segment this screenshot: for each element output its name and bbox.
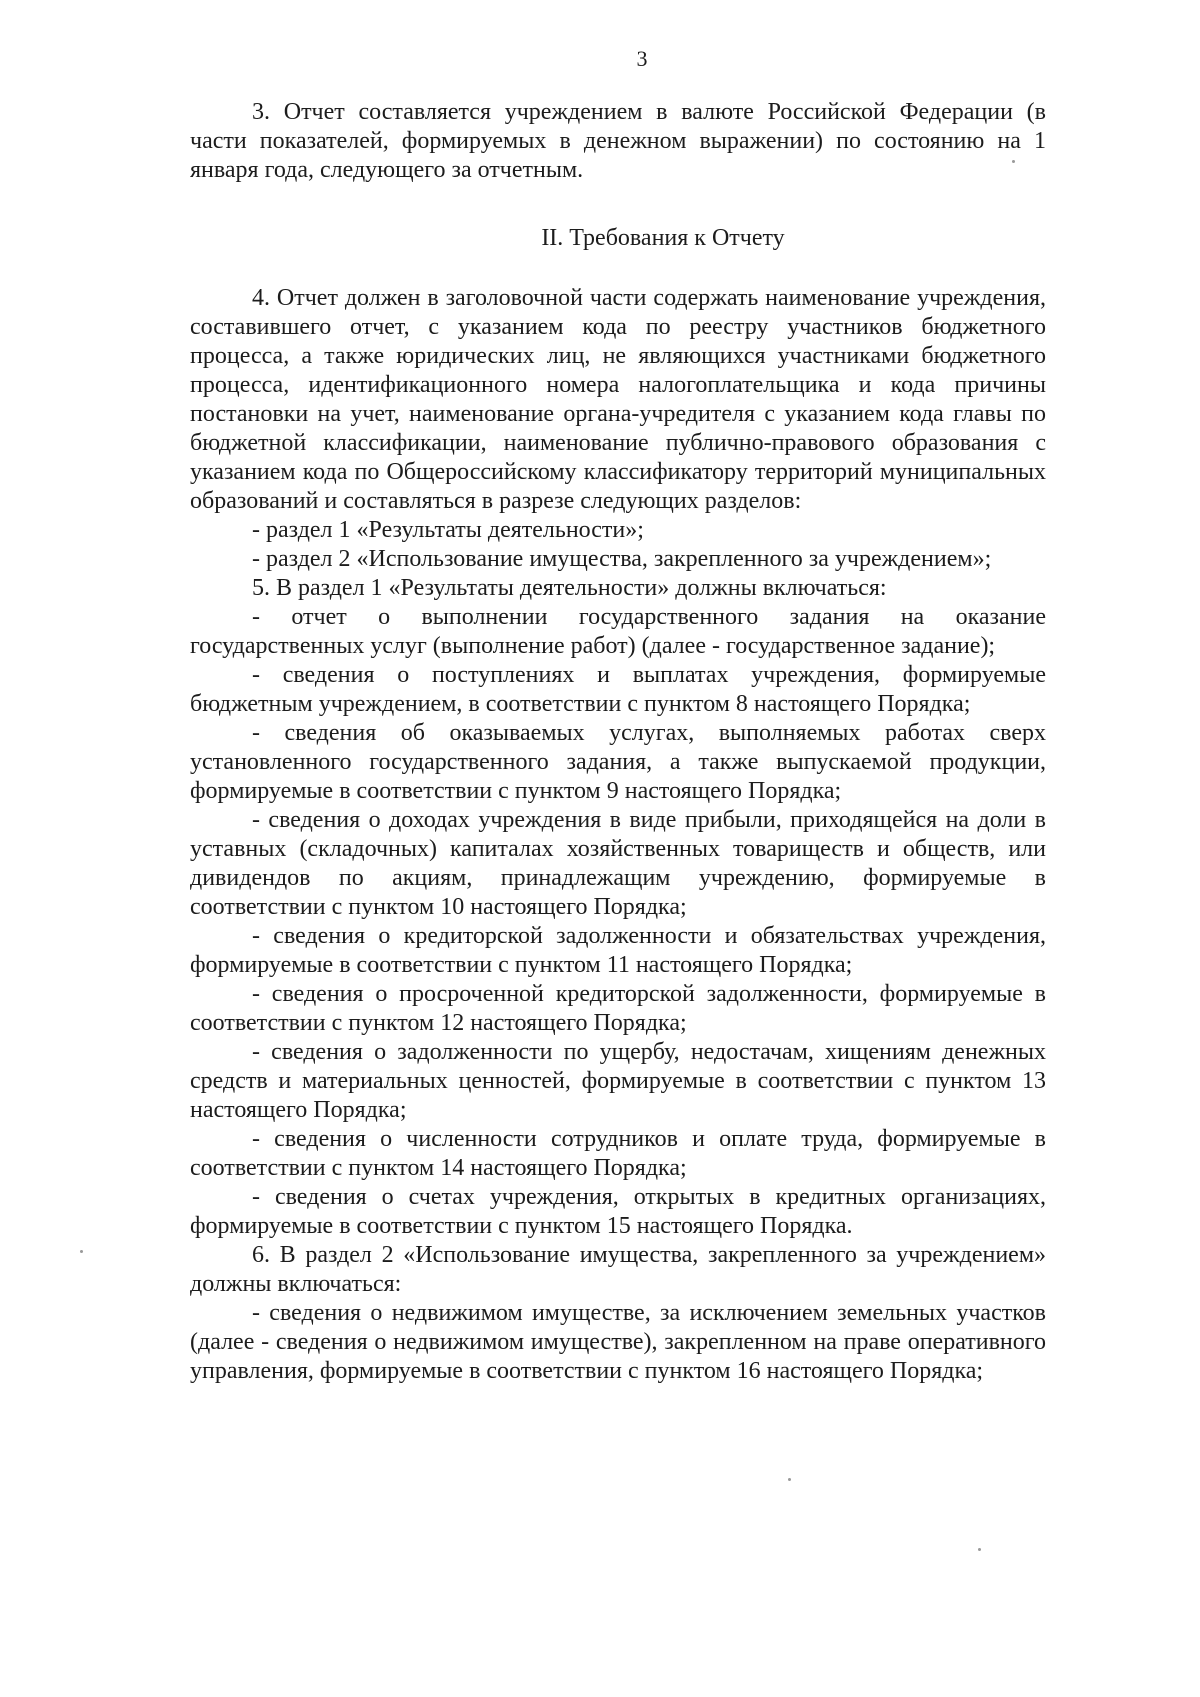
paragraph: - сведения о недвижимом имуществе, за исключением земельных участков (далее - сведения о недвижимом имуществе), закрепленном на праве оперативного управления, формируемые в соответствии с пунктом 16 настоящего Порядка; [190, 1300, 1046, 1384]
scan-speck [80, 1250, 83, 1253]
section-heading: II. Требования к Отчету [541, 225, 785, 251]
paragraph: - раздел 2 «Использование имущества, закрепленного за учреждением»; [252, 546, 992, 572]
section-paragraphs [190, 284, 1046, 1386]
paragraph: 5. В раздел 1 «Результаты деятельности» должны включаться: [252, 575, 887, 601]
paragraph: - отчет о выполнении государственного задания на оказание государственных услуг (выполнение работ) (далее - государственное задание); [190, 604, 1046, 659]
document-body [190, 98, 1046, 1386]
paragraph: 3. Отчет составляется учреждением в валюте Российской Федерации (в части показателей, формируемых в денежном выражении) по состоянию на 1 января года, следующего за отчетным. [190, 99, 1046, 183]
paragraph: - сведения о доходах учреждения в виде прибыли, приходящейся на доли в уставных (складочных) капиталах хозяйственных товариществ и обществ, или дивидендов по акциям, принадлежащим учреждению, формируемые в соответствии с пунктом 10 настоящего Порядка; [190, 807, 1046, 920]
scan-speck [1012, 160, 1015, 163]
scan-speck [788, 1478, 791, 1481]
paragraph: - сведения об оказываемых услугах, выполняемых работах сверх установленного государственного задания, а также выпускаемой продукции, формируемые в соответствии с пунктом 9 настоящего Порядка; [190, 720, 1046, 804]
paragraph: - сведения о счетах учреждения, открытых в кредитных организациях, формируемые в соответствии с пунктом 15 настоящего Порядка. [190, 1184, 1046, 1239]
paragraph: 4. Отчет должен в заголовочной части содержать наименование учреждения, составившего отчет, с указанием кода по реестру участников бюджетного процесса, а также юридических лиц, не являющихся участниками бюджетного процесса, идентификационного номера налогоплательщика и кода причины постановки на учет, наименование органа-учредителя с указанием кода главы по бюджетной классификации, наименование публично-правового образования с указанием кода по Общероссийскому классификатору территорий муниципальных образований и составляться в разрезе следующих разделов: [190, 285, 1046, 514]
paragraph: - сведения о численности сотрудников и оплате труда, формируемые в соответствии с пунктом 14 настоящего Порядка; [190, 1126, 1046, 1181]
paragraph: 6. В раздел 2 «Использование имущества, закрепленного за учреждением» должны включаться: [190, 1242, 1046, 1297]
paragraph: - сведения о поступлениях и выплатах учреждения, формируемые бюджетным учреждением, в соответствии с пунктом 8 настоящего Порядка; [190, 662, 1046, 717]
paragraph: - сведения о просроченной кредиторской задолженности, формируемые в соответствии с пунктом 12 настоящего Порядка; [190, 981, 1046, 1036]
paragraph: - сведения о кредиторской задолженности и обязательствах учреждения, формируемые в соответствии с пунктом 11 настоящего Порядка; [190, 923, 1046, 978]
intro-paragraphs [190, 98, 1046, 185]
scan-speck [978, 1548, 981, 1551]
paragraph: - раздел 1 «Результаты деятельности»; [252, 517, 644, 543]
paragraph: - сведения о задолженности по ущербу, недостачам, хищениям денежных средств и материальных ценностей, формируемые в соответствии с пунктом 13 настоящего Порядка; [190, 1039, 1046, 1123]
page-number: 3 [636, 46, 648, 71]
